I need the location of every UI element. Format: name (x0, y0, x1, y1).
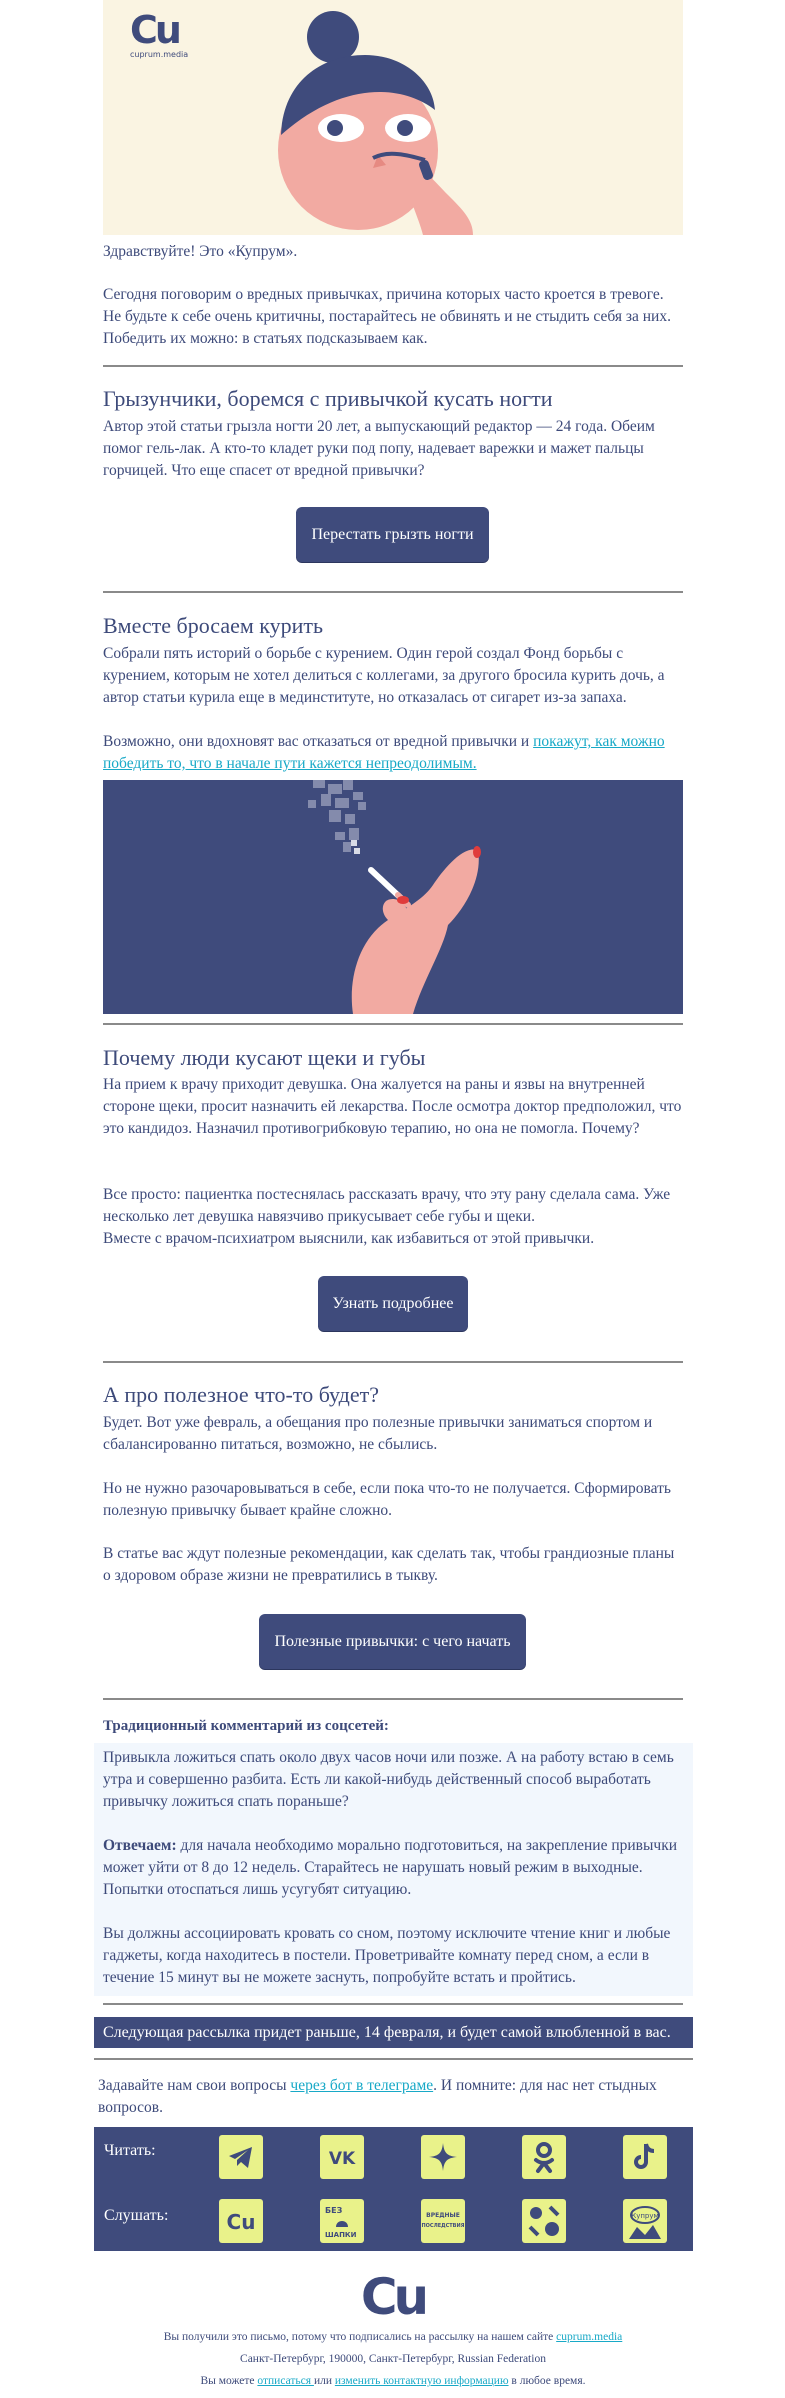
svg-text:Купрум: Купрум (631, 2212, 659, 2220)
hero-illustration (103, 0, 683, 235)
comment-answer-2: Вы должны ассоциировать кровать со сном, поэтому исключите чтение книг и любые гаджеты, когда находитесь в постели. Проветривайте комнату перед сном, а если в течение 15 минут вы не можете заснуть, попробуйте встать и пройтись. (103, 1925, 671, 1986)
divider (103, 365, 683, 367)
podcast-kuprum-icon[interactable] (623, 2199, 667, 2243)
section-body-nails: Автор этой статьи грызла ногти 20 лет, а выпускающий редактор — 24 года. Обеим помог гель-лак. А кто-то кладет руки под попу, надевает варежки и мажет пальцы горчицей. Что еще спасет от вредной привычки? (103, 418, 655, 479)
section-body-smoking-2: Возможно, они вдохновят вас отказаться от вредной привычки и покажут, как можно победить то, что в начале пути кажется непреодолимым. (103, 733, 665, 772)
useful-habits-button[interactable]: Полезные привычки: с чего начать (259, 1614, 526, 1669)
section-body-useful-2: Но не нужно разочаровываться в себе, если пока что-то не получается. Сформировать полезную привычку бывает крайне сложно. (103, 1480, 671, 1519)
change-contact-link[interactable]: изменить контактную информацию (334, 2375, 509, 2387)
section-body-cheeks-2: Все просто: пациентка постеснялась рассказать врачу, что эту рану сделала сама. Уже несколько лет девушка навязчиво прикусывает себе губы и щеки. (103, 1186, 671, 1225)
listen-label: Слушать: (104, 2207, 169, 2224)
learn-more-button[interactable]: Узнать подробнее (318, 1276, 468, 1331)
divider (103, 1698, 683, 1700)
dzen-icon[interactable] (421, 2135, 465, 2179)
smoking-hand-illustration (103, 780, 683, 1014)
brand-logo[interactable]: Cu cuprum.media (130, 8, 189, 59)
divider (103, 591, 683, 593)
svg-text:VK: VK (328, 2149, 356, 2169)
read-label: Читать: (104, 2142, 156, 2159)
social-block (94, 2127, 693, 2251)
footer-line-2: Санкт-Петербург, 190000, Санкт-Петербург, Russian Federation (240, 2353, 546, 2365)
divider (94, 2058, 693, 2060)
comment-question: Привыкла ложиться спать около двух часов ночи или позже. А на работу встаю в семь утра и совершенно разбита. Есть ли какой-нибудь действенный способ выработать привычку ложиться спать пораньше? (103, 1749, 674, 1810)
section-title-nails: Грызунчики, боремся с привычкой кусать ногти (103, 386, 553, 411)
smoking-article-link[interactable]: покажут, как можно победить то, что в начале пути кажется непреодолимым. (103, 733, 665, 772)
odnoklassniki-icon[interactable] (522, 2135, 566, 2179)
footer-line-1: Вы получили это письмо, потому что подписались на рассылку на нашем сайте cuprum.media (163, 2331, 623, 2343)
svg-text:Cu: Cu (226, 2210, 256, 2234)
telegram-bot-link[interactable]: через бот в телеграме (290, 2077, 434, 2094)
section-body-smoking: Собрали пять историй о борьбе с курением. Один герой создал Фонд борьбы с курением, которым не хотел делиться с коллегами, за другого бросила курить дочь, а автор статьи курила еще в мединституте, но отказалась от сигарет из-за запаха. (103, 645, 665, 706)
footer-line-3: Вы можете отписаться или изменить контактную информацию в любое время. (200, 2375, 586, 2387)
podcast-pattern-icon[interactable] (522, 2199, 566, 2243)
podcast-bez-shapki-icon[interactable] (320, 2199, 364, 2243)
section-title-useful: А про полезное что-то будет? (103, 1382, 379, 1407)
divider (103, 2003, 683, 2005)
next-issue-banner: Следующая рассылка придет раньше, 14 февраля, и будет самой влюбленной в вас. (94, 2017, 693, 2048)
svg-text:ШАПКИ: ШАПКИ (325, 2231, 357, 2239)
comment-heading: Традиционный комментарий из соцсетей: (103, 1718, 389, 1734)
divider (103, 1361, 683, 1363)
section-body-useful: Будет. Вот уже февраль, а обещания про полезные привычки заниматься спортом и сбалансированно питаться, возможно, не сбылись. (103, 1414, 653, 1453)
tiktok-icon[interactable] (623, 2135, 667, 2179)
nail-biting-woman-illustration (103, 0, 683, 235)
podcast-vrednye-icon[interactable] (421, 2199, 465, 2243)
cigarette-hand-image (103, 780, 683, 1014)
questions-text: Задавайте нам свои вопросы через бот в телеграме. И помните: для нас нет стыдных вопросов. (98, 2077, 657, 2116)
greeting-text: Здравствуйте! Это «Купрум». (103, 243, 298, 260)
svg-text:БЕЗ: БЕЗ (325, 2206, 343, 2215)
section-body-cheeks-3: Вместе с врачом-психиатром выяснили, как избавиться от этой привычки. (103, 1230, 595, 1247)
telegram-icon[interactable] (219, 2135, 263, 2179)
section-title-cheeks: Почему люди кусают щеки и губы (103, 1045, 426, 1070)
podcast-cu-icon[interactable] (219, 2199, 263, 2243)
svg-text:ВРЕДНЫЕ: ВРЕДНЫЕ (426, 2212, 460, 2219)
unsubscribe-link[interactable]: отписаться (257, 2375, 314, 2387)
footer-logo[interactable]: Cu (360, 2268, 426, 2326)
divider (103, 1023, 683, 1025)
section-title-smoking: Вместе бросаем курить (103, 613, 324, 638)
section-body-useful-3: В статье вас ждут полезные рекомендации, как сделать так, чтобы грандиозные планы о здоровом образе жизни не превратились в тыкву. (103, 1545, 675, 1584)
vk-icon[interactable] (320, 2135, 364, 2179)
svg-text:ПОСЛЕДСТВИЯ: ПОСЛЕДСТВИЯ (421, 2223, 465, 2229)
comment-answer: Отвечаем: для начала необходимо морально подготовиться, на закрепление привычки может уйти от 8 до 12 недель. Старайтесь не нарушать новый режим в выходные. Попытки отоспаться лишь усугубят ситуацию. (103, 1837, 678, 1898)
section-body-cheeks: На прием к врачу приходит девушка. Она жалуется на раны и язвы на внутренней стороне щеки, просит назначить ей лекарства. После осмотра доктор предположил, что это кандидоз. Назначил противогрибковую терапию, но она не помогла. Почему? (103, 1076, 682, 1137)
stop-nail-biting-button[interactable]: Перестать грызть ногти (296, 507, 489, 562)
comment-box (94, 1743, 693, 1996)
site-link[interactable]: cuprum.media (556, 2331, 623, 2343)
intro-lead: Сегодня поговорим о вредных привычках, причина которых часто кроется в тревоге. Не будьте к себе очень критичны, постарайтесь не обвинять и не стыдить себя за них. Победить их можно: в статьях подсказываем как. (103, 286, 671, 347)
